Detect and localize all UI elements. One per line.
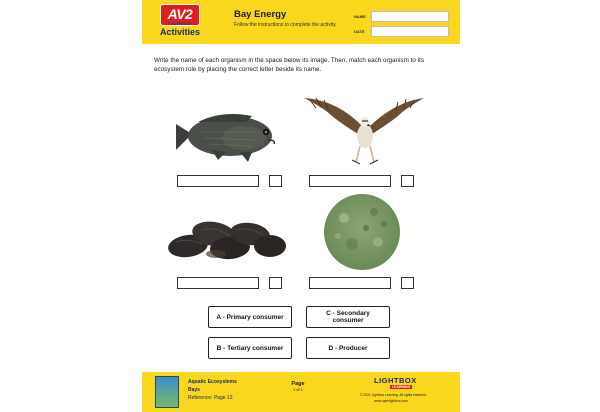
lightbox-logo: LIGHTBOX xyxy=(374,376,417,385)
role-d-producer: D - Producer xyxy=(306,337,390,359)
date-field[interactable] xyxy=(371,26,449,37)
instructions: Write the name of each organism in the space below its image. Then, match each organism to its ecosystem role by placing the correct letter beside its name. xyxy=(154,57,424,73)
page-subtitle: Follow the instructions to complete the activity. xyxy=(234,22,337,28)
algae-letter-box[interactable] xyxy=(401,277,414,289)
book-reference: Reference: Page 13 xyxy=(188,395,233,401)
name-field[interactable] xyxy=(371,11,449,22)
website: www.openlightbox.com xyxy=(374,399,408,403)
osprey-letter-box[interactable] xyxy=(401,175,414,187)
algae-name-box[interactable] xyxy=(309,277,391,289)
logo-subtext: POWERED BY xyxy=(168,22,192,26)
page-number: 1 of 1 xyxy=(292,387,303,392)
book-cover-image xyxy=(155,376,179,408)
book-title: Aquatic Ecosystems xyxy=(188,379,237,385)
osprey-name-box[interactable] xyxy=(309,175,391,187)
lightbox-logo-sub: LEARNING xyxy=(392,385,411,389)
worksheet-page xyxy=(142,0,460,412)
mussels-name-box[interactable] xyxy=(177,277,259,289)
av2-logo xyxy=(150,4,210,40)
mussels-letter-box[interactable] xyxy=(269,277,282,289)
fish-image xyxy=(172,104,286,166)
date-label: DATE xyxy=(354,29,365,34)
book-subtitle: Bays xyxy=(188,387,200,393)
algae-image xyxy=(322,192,402,272)
page-indicator xyxy=(284,381,312,392)
header-bar xyxy=(142,0,460,44)
logo-badge: AV2 xyxy=(160,4,200,26)
mussels-image xyxy=(166,212,290,266)
osprey-image xyxy=(302,94,426,172)
fish-name-box[interactable] xyxy=(177,175,259,187)
name-label: NAME xyxy=(354,14,366,19)
role-a-primary-consumer: A - Primary consumer xyxy=(208,306,292,328)
fish-letter-box[interactable] xyxy=(269,175,282,187)
page-label: Page xyxy=(291,381,305,387)
logo-text: Activities xyxy=(159,27,201,37)
role-c-secondary-consumer: C - Secondary consumer xyxy=(306,306,390,328)
role-b-tertiary-consumer: B - Tertiary consumer xyxy=(208,337,292,359)
copyright: © 2021 Lightbox Learning. All rights reserved. xyxy=(360,393,427,397)
footer-bar xyxy=(142,372,460,412)
page-title: Bay Energy xyxy=(234,9,287,20)
